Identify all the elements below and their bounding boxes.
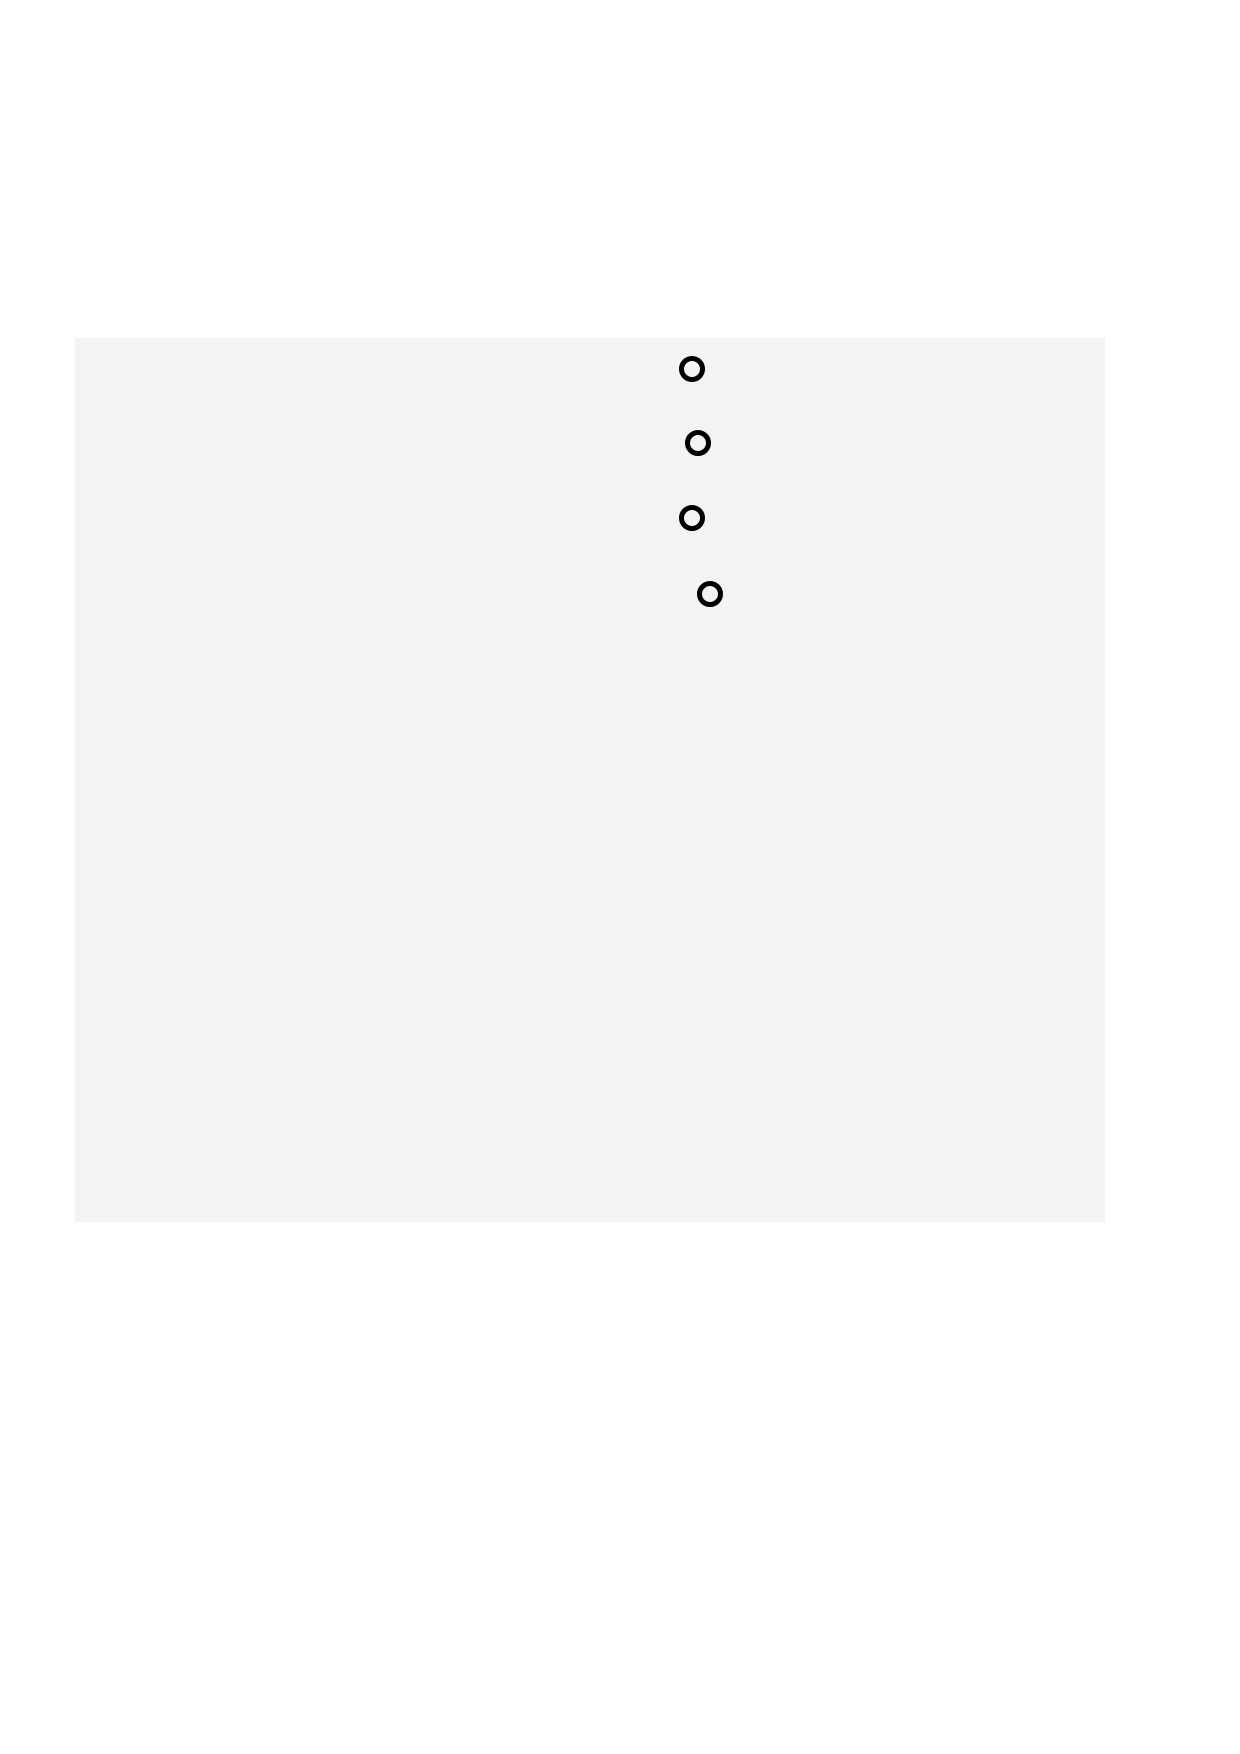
scanned-illustration [75, 338, 1105, 1222]
tablature-diagram [75, 338, 1105, 1222]
example-caption [290, 1106, 350, 1152]
